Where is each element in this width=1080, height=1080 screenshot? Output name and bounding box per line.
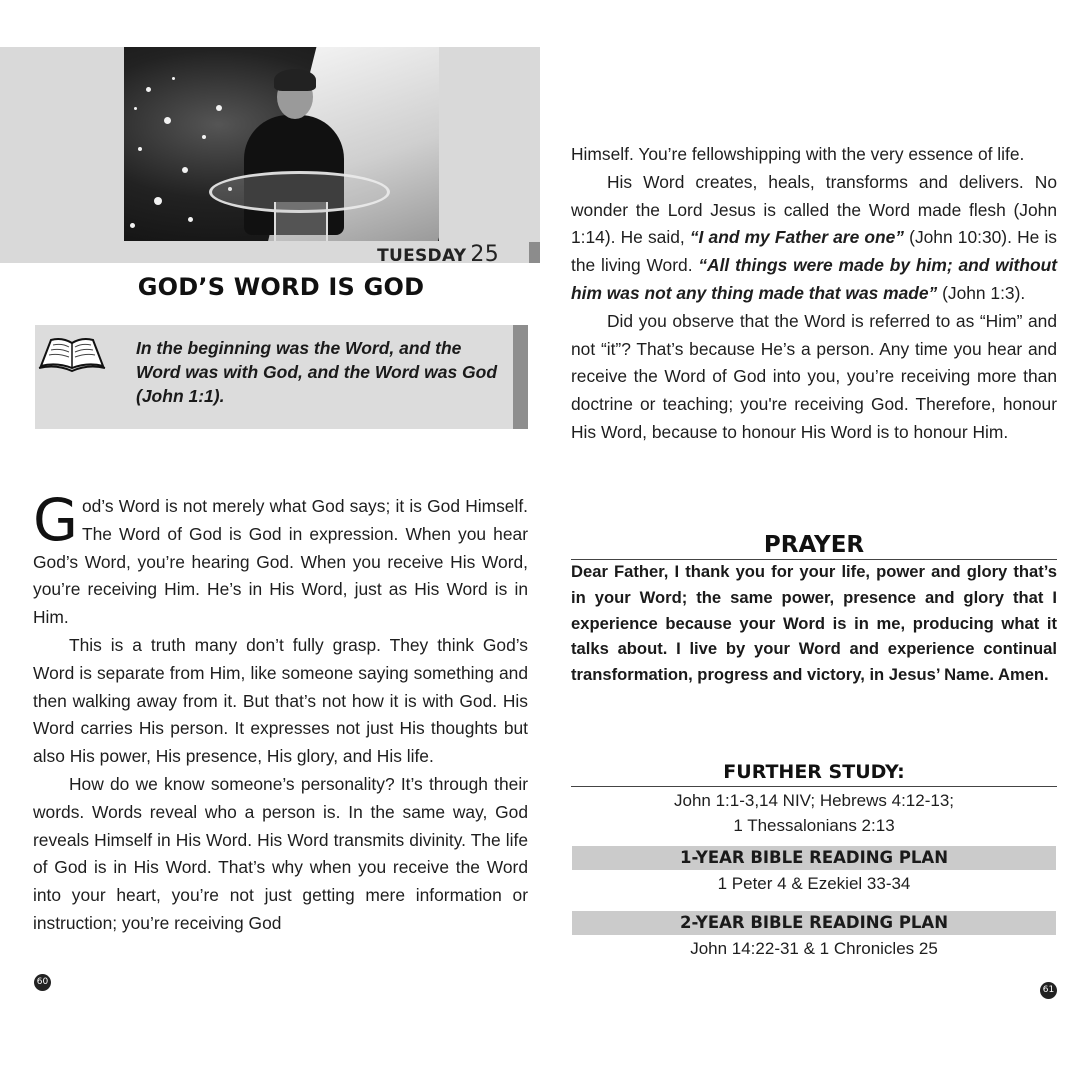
paragraph-4-part-a: His Word creates, heals, transforms and delivers. No wonder the Lord Jesus is called the Word made flesh (John 1:14). He said,: [571, 171, 1057, 248]
two-year-plan-heading: 2-YEAR BIBLE READING PLAN: [572, 911, 1056, 935]
further-study-heading: FURTHER STUDY:: [723, 761, 905, 783]
further-study-references: [571, 788, 1057, 838]
paragraph-4-part-c: (John 1:3).: [937, 282, 1026, 303]
preacher-photo: [124, 47, 439, 241]
further-study-line-1: John 1:1-3,14 NIV; Hebrews 4:12-13;: [673, 791, 955, 810]
day-name: TUESDAY: [377, 246, 467, 266]
paragraph-2: This is a truth many don’t fully grasp. They think God’s Word is separate from Him, like someone saying something and then walking away from it. But that’s not how it is with God. His Word carries His person. It expresses not just His thoughts but also His power, His presence, His glory, and His life.: [33, 634, 528, 767]
paragraph-1-text: od’s Word is not merely what God says; it is God Himself. The Word of God is God in expression. When you hear God’s Word, you’re hearing God. When you receive His Word, you’re receiving Him. He’s in His Word, just as His Word is in Him.: [33, 496, 528, 628]
quote-john-1-3: “All things were made by him; and without him was not any thing made that was made”: [571, 255, 1057, 303]
quote-john-10-30: “I and my Father are one”: [689, 227, 905, 248]
open-bible-icon: [38, 332, 106, 374]
body-left-column: [33, 486, 528, 938]
prayer-heading: PRAYER: [763, 532, 865, 558]
page-number-right: 61: [1040, 982, 1057, 999]
verse-text: In the beginning was the Word, and the Word was with God, and the Word was God (John 1:1).: [136, 338, 498, 406]
one-year-plan-heading: 1-YEAR BIBLE READING PLAN: [572, 846, 1056, 870]
paragraph-3: How do we know someone’s personality? It’s through their words. Words reveal who a person is. In the same way, God reveals Himself in His Word. His Word transmits divinity. The life of God is in His Word. That’s why when you receive the Word into your heart, you’re not just getting mere information or instruction; you’re receiving God: [33, 773, 528, 933]
paragraph-5: Did you observe that the Word is referred to as “Him” and not “it”? That’s because He’s a person. Any time you hear and receive the Word of God into you, you’re receiving more than doctrine or teaching; you're receiving God. Therefore, honour His Word, because to honour His Word is to honour Him.: [571, 310, 1057, 442]
further-study-line-2: 1 Thessalonians 2:13: [733, 816, 895, 835]
further-study-divider: [571, 786, 1057, 787]
two-year-plan-reading: John 14:22-31 & 1 Chronicles 25: [690, 939, 938, 958]
page-number-left: 60: [34, 974, 51, 991]
one-year-plan-reading: 1 Peter 4 & Ezekiel 33-34: [717, 874, 911, 893]
date-accent-bar: [529, 242, 540, 263]
paragraph-3-continued: Himself. You’re fellowshipping with the very essence of life.: [571, 144, 1025, 164]
prayer-text: Dear Father, I thank you for your life, power and glory that’s in your Word; the same power, presence and glory that I experience because your Word is in me, producing what it talks about. I live by your Word and experience continual transformation, progress and victory, in Jesus’ Name. Amen.: [571, 562, 1057, 685]
body-right-column: [571, 141, 1057, 447]
day-number: 25: [470, 242, 499, 267]
verse-box-edge: [513, 325, 528, 429]
day-label: [377, 242, 499, 267]
paragraph-4: [571, 169, 1057, 308]
page-title: GOD’S WORD IS GOD: [137, 273, 425, 301]
paragraph-1: [33, 486, 528, 632]
paragraph-4-part-b: (John 10:30). He is the living Word.: [571, 227, 1058, 276]
drop-cap: G: [33, 486, 78, 554]
